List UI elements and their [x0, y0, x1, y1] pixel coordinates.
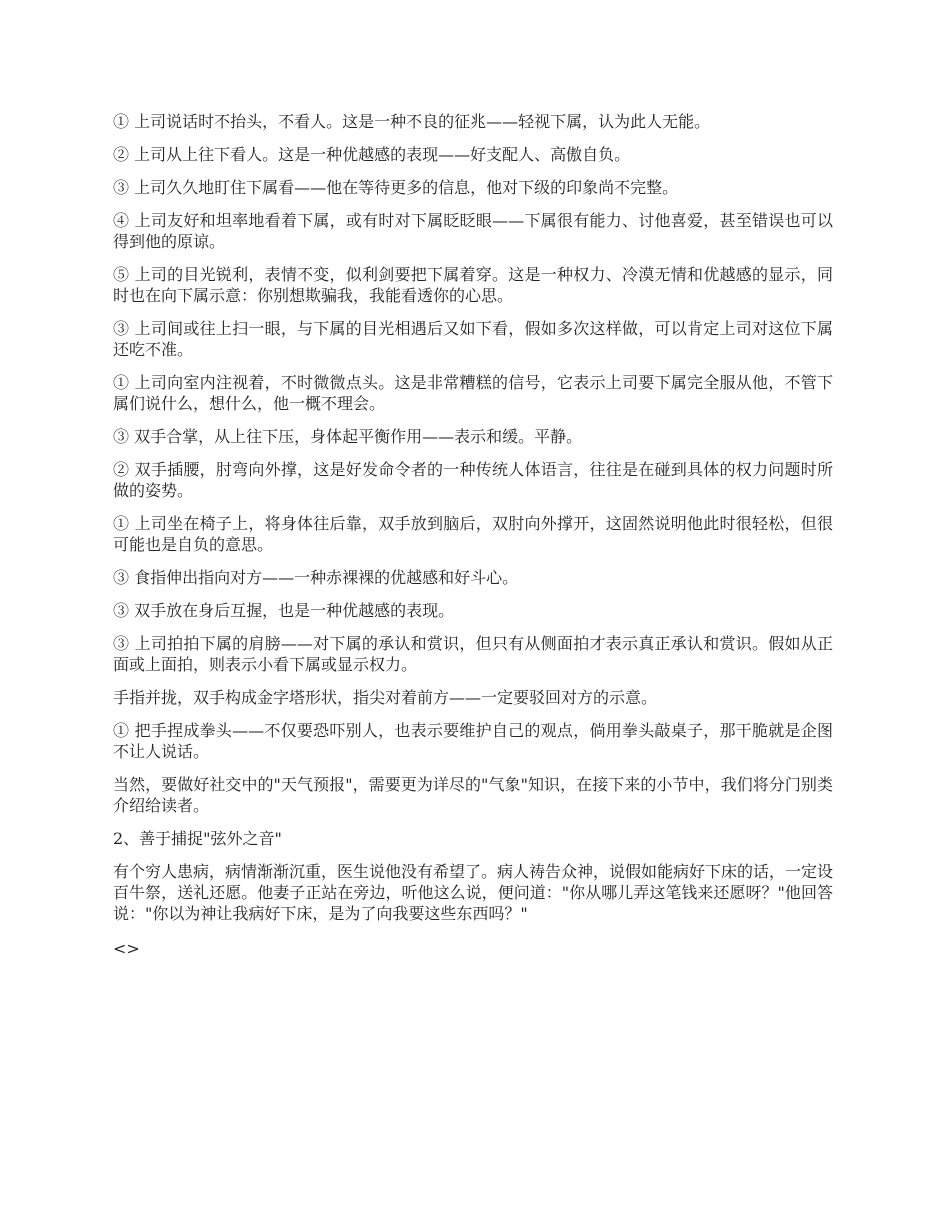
paragraph-17: 有个穷人患病，病情渐渐沉重，医生说他没有希望了。病人祷告众神，说假如能病好下床的话，一定设百牛祭，送礼还愿。他妻子正站在旁边，听他这么说，便问道："你从哪儿弄这笔钱来还愿呀？"他回答说："你以为神让我病好下床，是为了向我要这些东西吗？": [113, 862, 834, 923]
paragraph-7: ① 上司向室内注视着，不时微微点头。这是非常糟糕的信号，它表示上司要下属完全服从他，不管下属们说什么，想什么，他一概不理会。: [113, 373, 833, 413]
paragraph-6: ③ 上司间或往上扫一眼，与下属的目光相遇后又如下看，假如多次这样做，可以肯定上司对这位下属还吃不准。: [113, 319, 833, 359]
paragraph-13: ③ 上司拍拍下属的肩膀——对下属的承认和赏识，但只有从侧面拍才表示真正承认和赏识。假如从正面或上面拍，则表示小看下属或显示权力。: [113, 634, 833, 674]
document-body: [113, 111, 833, 971]
tail-marker: <>: [113, 939, 140, 958]
paragraph-11: ③ 食指伸出指向对方——一种赤裸裸的优越感和好斗心。: [113, 568, 519, 587]
paragraph-14: 手指并拢，双手构成金字塔形状，指尖对着前方——一定要驳回对方的示意。: [113, 688, 658, 707]
paragraph-1: ① 上司说话时不抬头，不看人。这是一种不良的征兆——轻视下属，认为此人无能。: [113, 112, 711, 131]
paragraph-3: ③ 上司久久地盯住下属看——他在等待更多的信息，他对下级的印象尚不完整。: [113, 178, 679, 197]
paragraph-9: ② 双手插腰，肘弯向外撑，这是好发命令者的一种传统人体语言，往往是在碰到具体的权力问题时所做的姿势。: [113, 460, 833, 500]
paragraph-10: ① 上司坐在椅子上，将身体往后靠，双手放到脑后，双肘向外撑开，这固然说明他此时很轻松，但很可能也是自负的意思。: [113, 514, 833, 554]
paragraph-12: ③ 双手放在身后互握，也是一种优越感的表现。: [113, 601, 455, 620]
paragraph-8: ③ 双手合掌，从上往下压，身体起平衡作用——表示和缓。平静。: [113, 427, 583, 446]
paragraph-5: ⑤ 上司的目光锐利，表情不变，似利剑要把下属着穿。这是一种权力、冷漠无情和优越感的显示，同时也在向下属示意：你别想欺骗我，我能看透你的心思。: [113, 265, 833, 305]
paragraph-15: ① 把手捏成拳头——不仅要恐吓别人，也表示要维护自己的观点，倘用拳头敲桌子，那干脆就是企图不让人说话。: [113, 721, 833, 761]
paragraph-4: ④ 上司友好和坦率地看着下属，或有时对下属眨眨眼——下属很有能力、讨他喜爱，甚至错误也可以得到他的原谅。: [113, 211, 833, 251]
paragraph-2: ② 上司从上往下看人。这是一种优越感的表现——好支配人、高傲自负。: [113, 145, 631, 164]
paragraph-16: 当然，要做好社交中的"天气预报"，需要更为详尽的"气象"知识，在接下来的小节中，我们将分门别类介绍给读者。: [113, 775, 833, 815]
section-heading: 2、善于捕捉"弦外之音": [113, 829, 282, 848]
